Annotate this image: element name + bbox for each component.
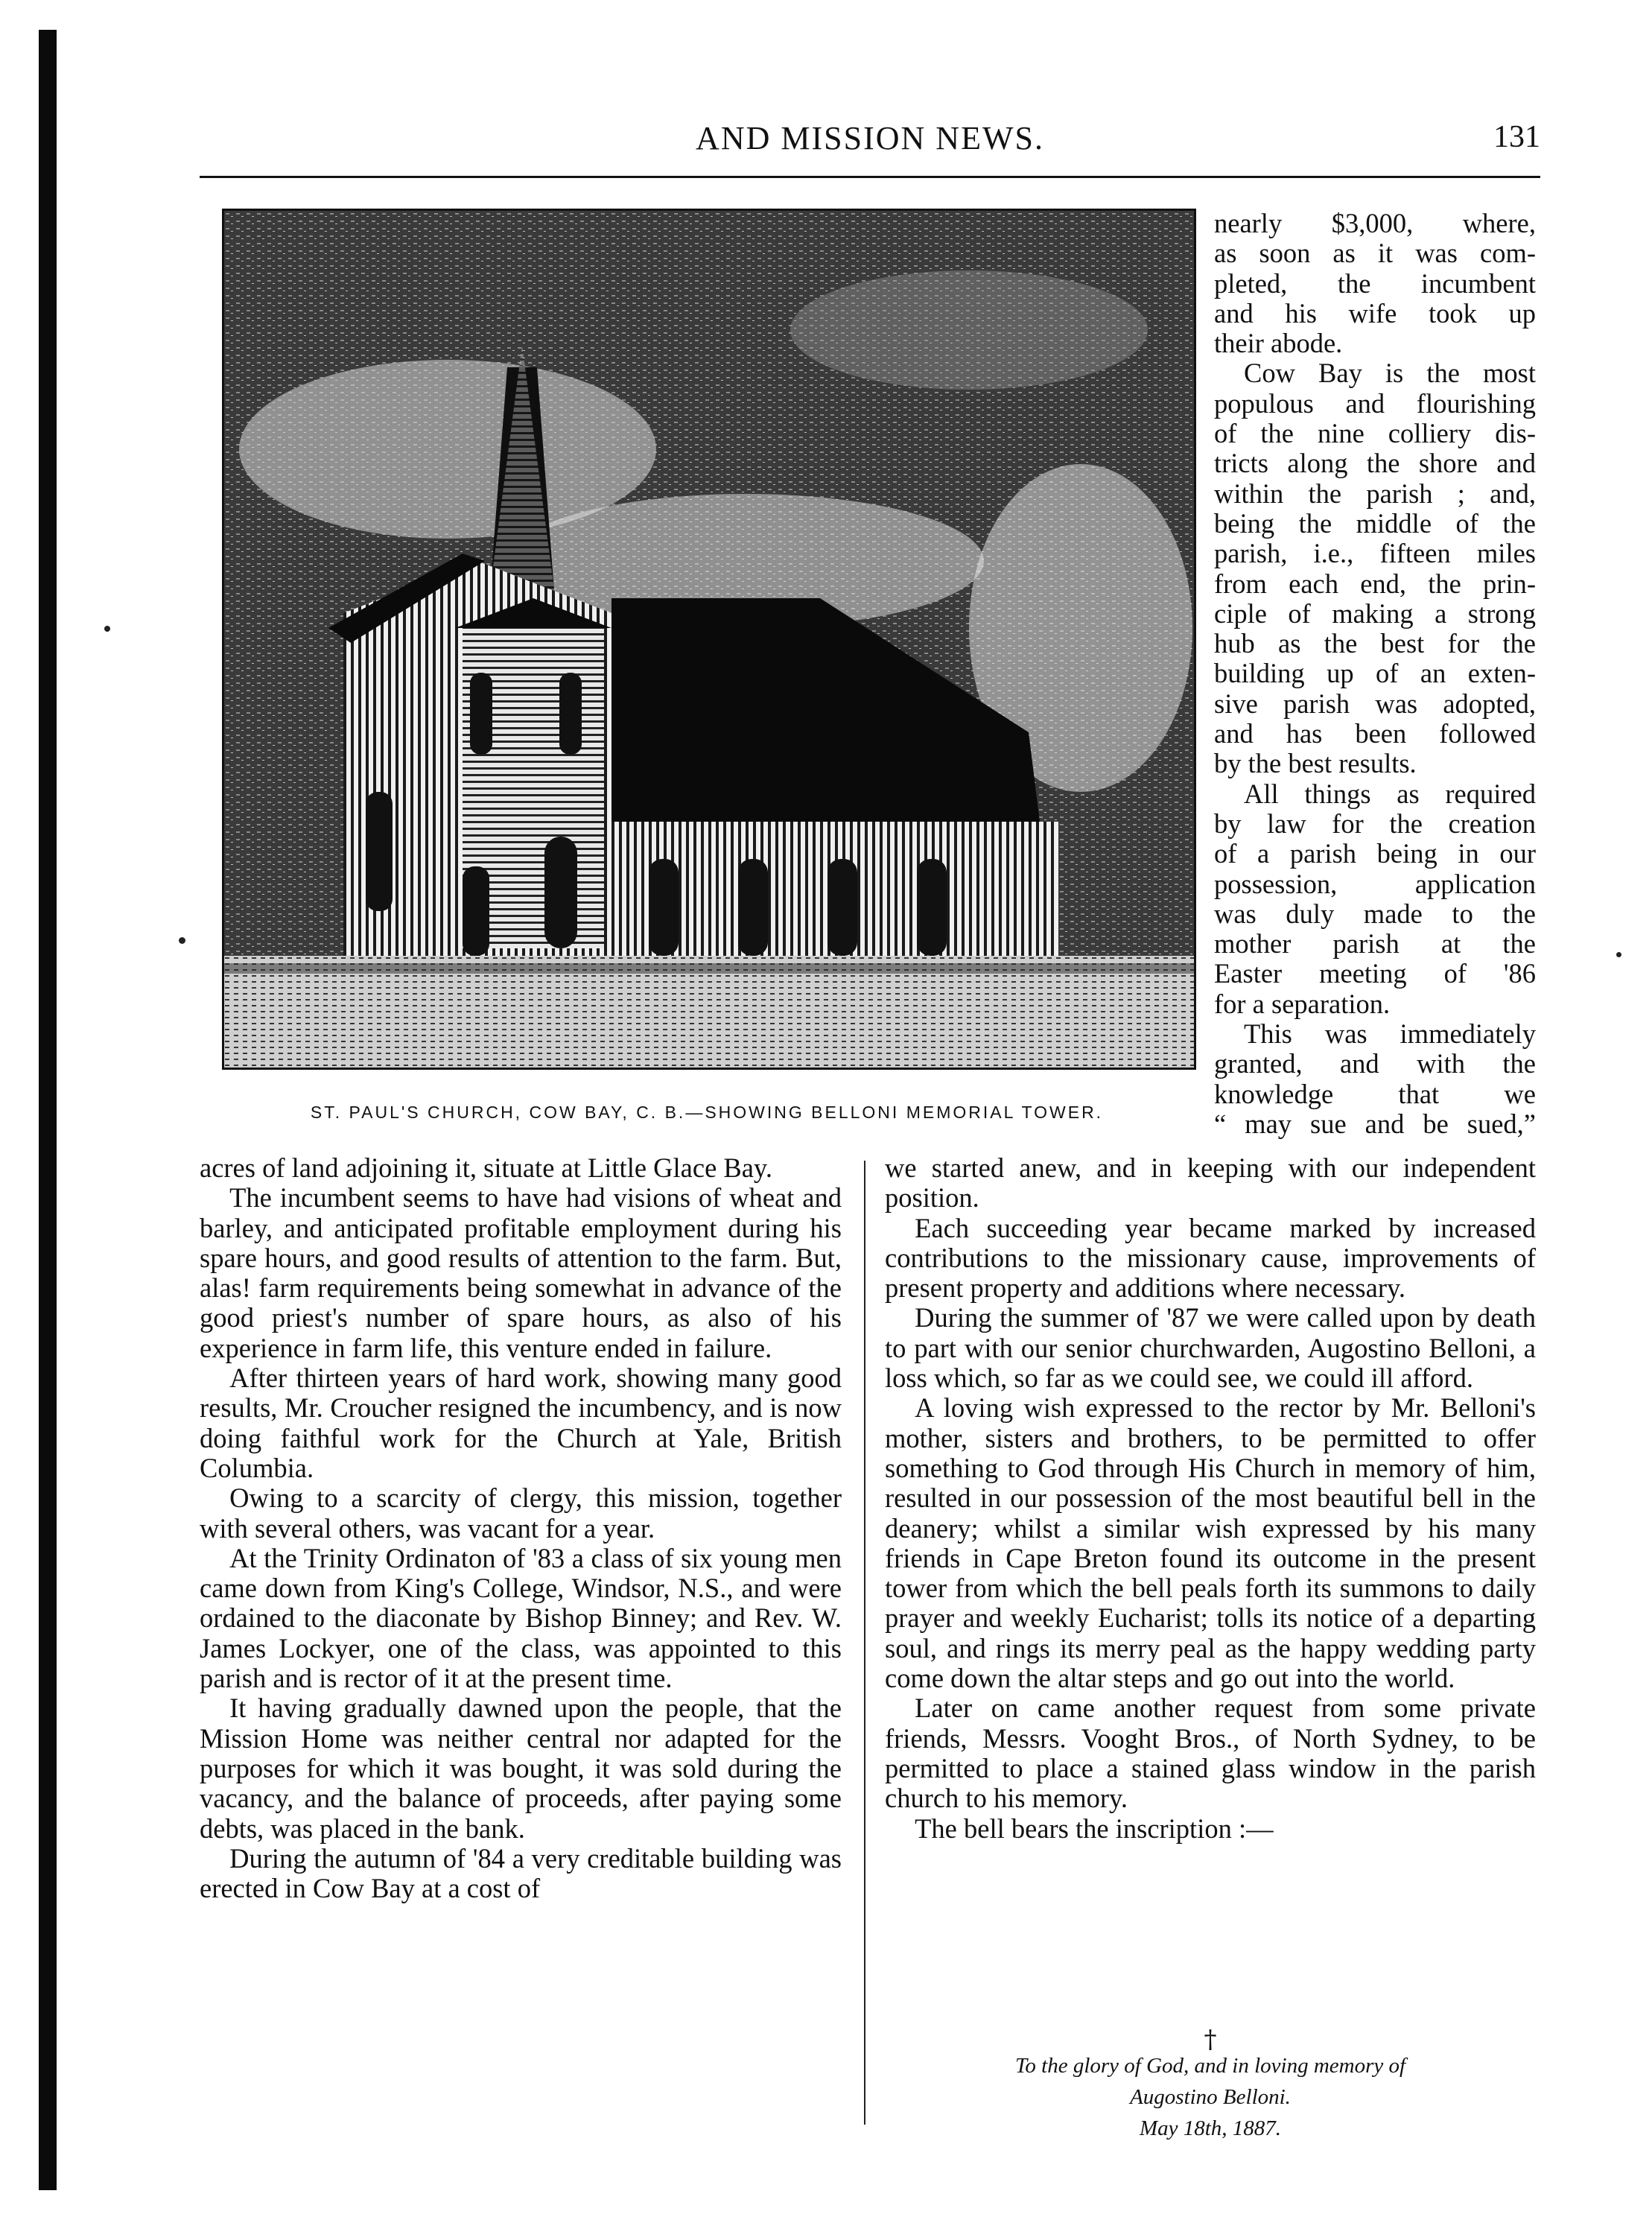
paragraph: At the Trinity Ordinaton of '83 a class of six young men came down from King's College, Windsor, N.S., and were ordained to the diaconate by Bishop Binney; and Rev. W. James Lockyer, one of the class, was appointed to this parish and is rector of it at the present time. [200, 1542, 842, 1694]
header-rule [200, 176, 1540, 178]
text-line: mother parish at the [1214, 928, 1536, 960]
text-line: Cow Bay is the most [1244, 358, 1536, 389]
text-line: possession, application [1214, 868, 1536, 899]
paragraph: The incumbent seems to have had visions of wheat and barley, and anticipated profitable employment during his spare hours, and good results of attention to the farm. But, alas! farm requirements being somewhat in advance of the good priest's number of spare hours, as also of his experience in farm life, this venture ended in failure. [200, 1182, 842, 1363]
print-speck [179, 937, 185, 944]
text-line: their abode. [1214, 328, 1343, 359]
text-line: granted, and with the [1214, 1048, 1536, 1079]
text-line: parish, i.e., fifteen miles [1214, 538, 1536, 569]
running-title: AND MISSION NEWS. [696, 120, 1044, 156]
page-number: 131 [1493, 120, 1540, 154]
paragraph: A loving wish expressed to the rector by Mr. Belloni's mother, sisters and brothers, to be permitted to offer something to God through His Church in memory of him, resulted in our possession of the most beautiful bell in the deanery; whilst a similar wish expressed by his many friends in Cape Breton found its outcome in the present tower from which the bell peals forth its summons to daily prayer and weekly Eucharist; tolls its notice of a departing soul, and rings its merry peal as the happy wedding party come down the altar steps and go out into the world. [885, 1392, 1536, 1694]
paragraph: During the summer of '87 we were called upon by death to part with our senior churchwarden, Augostino Belloni, a loss which, so far as we could see, we could ill afford. [885, 1302, 1536, 1394]
page-binding-edge [39, 30, 57, 2190]
dagger-symbol: † [1204, 2025, 1217, 2055]
paragraph: It having gradually dawned upon the people, that the Mission Home was neither central nor adapted for the purposes for which it was bought, it was sold during the vacancy, and the balance of proceeds, after paying some debts, was placed in the bank. [200, 1693, 842, 1844]
text-line: by the best results. [1214, 748, 1417, 779]
text-line: pleted, the incumbent [1214, 267, 1536, 299]
text-line: Easter meeting of '86 [1214, 958, 1536, 989]
text-line: hub as the best for the [1214, 628, 1536, 659]
paragraph: Later on came another request from some private friends, Messrs. Vooght Bros., of North Sydney, to be permitted to place a stained glass window in the parish church to his memory. [885, 1693, 1536, 1814]
inscription-line: Augostino Belloni. [1130, 2085, 1291, 2109]
print-speck [1616, 952, 1621, 957]
text-line: of the nine colliery dis- [1214, 418, 1536, 449]
paragraph: we started anew, and in keeping with our independent position. [885, 1152, 1536, 1214]
text-line: of a parish being in our [1214, 838, 1536, 869]
right-column [885, 1153, 1536, 1844]
column-divider [864, 1161, 865, 2125]
text-line: building up of an exten- [1214, 658, 1536, 689]
text-line: sive parish was adopted, [1214, 688, 1536, 719]
text-line: from each end, the prin- [1214, 568, 1536, 599]
bell-inscription [885, 2050, 1536, 2144]
paragraph: During the autumn of '84 a very creditable building was erected in Cow Bay at a cost of [200, 1842, 842, 1904]
text-line: by law for the creation [1214, 808, 1536, 839]
church-engraving-icon [224, 211, 1194, 1068]
text-line: All things as required [1244, 778, 1536, 809]
paragraph: After thirteen years of hard work, showing many good results, Mr. Croucher resigned the incumbency, and is now doing faithful work for the Church at Yale, British Columbia. [200, 1363, 842, 1483]
text-line: as soon as it was com- [1214, 238, 1536, 269]
right-upper-column [1214, 209, 1536, 1139]
running-header [200, 119, 1540, 171]
text-line: nearly $3,000, where, [1214, 208, 1536, 238]
paragraph: acres of land adjoining it, situate at Little Glace Bay. [200, 1152, 772, 1183]
text-line: knowledge that we [1214, 1078, 1536, 1109]
text-line: was duly made to the [1214, 898, 1536, 929]
inscription-line: To the glory of God, and in loving memory of [1014, 2054, 1406, 2078]
left-column [200, 1153, 842, 1903]
text-line: tricts along the shore and [1214, 448, 1536, 479]
text-line: “ may sue and be sued,” [1214, 1108, 1536, 1139]
text-line: being the middle of the [1214, 507, 1536, 539]
text-line: within the parish ; and, [1214, 478, 1536, 509]
text-line: and his wife took up [1214, 297, 1536, 329]
paragraph: Each succeeding year became marked by increased contributions to the missionary cause, improvements of present property and additions where necessary. [885, 1212, 1536, 1304]
text-line: ciple of making a strong [1214, 597, 1536, 629]
text-line: for a separation. [1214, 988, 1391, 1019]
print-speck [104, 626, 110, 632]
text-line: populous and flourishing [1214, 387, 1536, 419]
text-line: This was immediately [1244, 1018, 1536, 1050]
inscription-line: May 18th, 1887. [1139, 2116, 1282, 2140]
figure-caption: ST. PAUL'S CHURCH, COW BAY, C. B.—SHOWING BELLONI MEMORIAL TOWER. [310, 1103, 1104, 1122]
text-line: and has been followed [1214, 718, 1536, 749]
paragraph: Owing to a scarcity of clergy, this mission, together with several others, was vacant for a year. [200, 1482, 842, 1544]
paragraph: The bell bears the inscription :— [915, 1812, 1274, 1844]
church-illustration [222, 209, 1196, 1070]
